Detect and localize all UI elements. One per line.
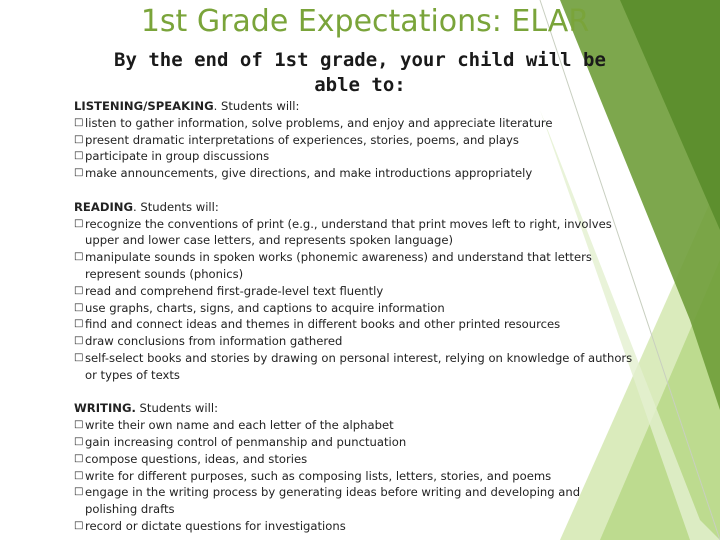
checkbox-bullet-icon: □	[74, 167, 84, 179]
checkbox-bullet-icon: □	[74, 419, 84, 431]
section-heading: LISTENING/SPEAKING	[74, 99, 214, 113]
item-text: write their own name and each letter of the alphabet	[85, 418, 394, 433]
checkbox-bullet-icon: □	[74, 133, 84, 145]
checkbox-bullet-icon: □	[74, 116, 84, 128]
list-item	[74, 434, 634, 451]
checkbox-bullet-icon: □	[74, 519, 84, 531]
checkbox-bullet-icon: □	[74, 351, 84, 363]
section-heading-line	[74, 400, 634, 417]
item-text: manipulate sounds in spoken works (phonemic awareness) and understand that letters represent sounds (phonics)	[85, 250, 592, 281]
checkbox-bullet-icon: □	[74, 452, 84, 464]
page-title: 1st Grade Expectations: ELAR	[140, 4, 590, 39]
checkbox-bullet-icon: □	[74, 217, 84, 229]
item-text: engage in the writing process by generating ideas before writing and developing and polishing drafts	[85, 485, 581, 517]
list-item	[74, 148, 634, 165]
list-item	[74, 216, 634, 250]
item-text: recognize the conventions of print (e.g., understand that print moves left to right, involves upper and lower case letters, and represents spoken language)	[85, 216, 612, 248]
list-item	[74, 132, 634, 149]
checkbox-bullet-icon: □	[74, 335, 84, 347]
checkbox-bullet-icon: □	[74, 486, 84, 498]
item-text: self-select books and stories by drawing on personal interest, relying on knowledge of authors or types of texts	[85, 350, 633, 382]
list-item	[74, 283, 634, 300]
item-text: gain increasing control of penmanship and punctuation	[85, 434, 407, 449]
item-text: use graphs, charts, signs, and captions to acquire information	[85, 300, 445, 315]
section-intro: . Students will:	[213, 99, 300, 113]
checkbox-bullet-icon: □	[74, 318, 84, 330]
list-item	[74, 451, 634, 468]
checkbox-bullet-icon: □	[74, 150, 84, 162]
list-item	[74, 484, 634, 518]
list-item	[74, 249, 634, 283]
list-item	[74, 115, 634, 132]
section-heading: READING	[74, 199, 133, 214]
checkbox-bullet-icon: □	[74, 251, 84, 263]
section-heading: WRITING.	[74, 401, 136, 416]
item-text: present dramatic interpretations of experiences, stories, poems, and plays	[85, 132, 519, 147]
content-body	[74, 98, 634, 535]
writing-section	[74, 400, 634, 534]
section-heading-line	[74, 98, 634, 115]
item-text: listen to gather information, solve problems, and enjoy and appreciate literature	[85, 115, 553, 130]
list-item	[74, 350, 634, 384]
item-text: draw conclusions from information gathered	[85, 334, 343, 349]
item-text: find and connect ideas and themes in different books and other printed resources	[85, 317, 561, 332]
list-item	[74, 333, 634, 350]
page-subtitle: By the end of 1st grade, your child will be able to:	[114, 49, 606, 96]
list-item	[74, 300, 634, 317]
reading-section	[74, 199, 634, 384]
section-heading-line	[74, 199, 634, 216]
checkbox-bullet-icon: □	[74, 284, 84, 296]
item-text: read and comprehend first-grade-level text fluently	[85, 283, 384, 298]
listening-speaking-section	[74, 98, 634, 182]
checkbox-bullet-icon: □	[74, 435, 84, 447]
list-item	[74, 165, 634, 182]
section-intro: . Students will:	[132, 199, 219, 214]
section-intro: Students will:	[135, 401, 218, 416]
item-text: record or dictate questions for investigations	[85, 518, 346, 533]
list-item	[74, 417, 634, 434]
item-text: write for different purposes, such as composing lists, letters, stories, and poems	[85, 468, 552, 483]
list-item	[74, 518, 634, 535]
checkbox-bullet-icon: □	[74, 469, 84, 481]
item-text: compose questions, ideas, and stories	[85, 451, 308, 466]
item-text: participate in group discussions	[85, 149, 270, 164]
checkbox-bullet-icon: □	[74, 301, 84, 313]
list-item	[74, 316, 634, 333]
item-text: make announcements, give directions, and make introductions appropriately	[85, 166, 533, 181]
list-item	[74, 468, 634, 485]
